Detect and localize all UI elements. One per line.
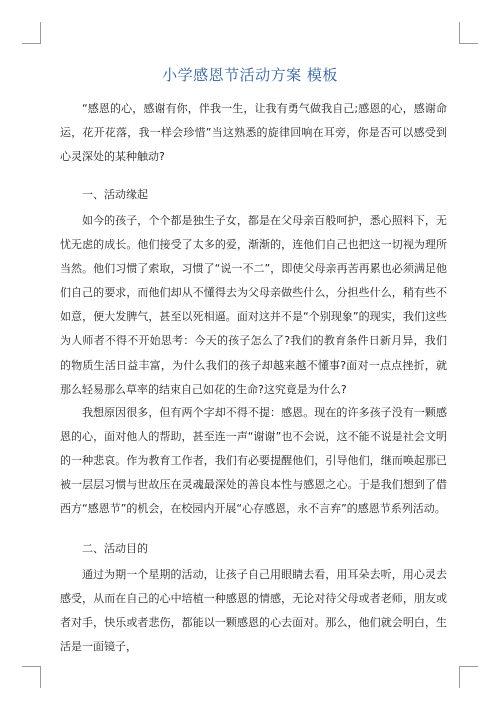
purpose-paragraph-1: 通过为期一个星期的活动，让孩子自己用眼睛去看，用耳朵去听，用心灵去感受，从而在自己的心中培植一种感恩的情感，无论对待父母或者老师，朋友或者对手，快乐或者悲伤，都能以一颗感恩的心去面对。那么，他们就会明白，生活是一面镜子， [60,568,447,654]
crop-mark-bottom-right-horizontal [459,666,478,667]
crop-mark-bottom-right-vertical [459,666,460,688]
section-heading-purpose: 二、活动目的 [82,542,148,555]
section-heading-origin: 一、活动缘起 [82,188,148,201]
crop-mark-top-left-horizontal [22,43,41,44]
origin-paragraph-1: 如今的孩子，个个都是独生子女，都是在父母亲百般呵护，悉心照料下，无忧无虑的成长。他们接受了太多的爱，渐渐的，连他们自己也把这一切视为理所当然。他们习惯了索取，习惯了“说一不二”，即使父母亲再苦再累也必须满足他们自己的要求，而他们却从不懂得去为父母亲做些什么，分担些什么，稍有些不如意，便大发脾气，甚至以死相逼。面对这并不是“个别现象”的现实，我们这些为人师者不得不开始思考：今天的孩子怎么了?我们的教育条件日新月异，我们的物质生活日益丰富，为什么我们的孩子却越来越不懂事?面对一点点挫折，就那么轻易那么草率的结束自己如花的生命?这究竟是为什么? [60,214,447,396]
intro-paragraph: “感恩的心，感谢有你，伴我一生，让我有勇气做我自己;感恩的心，感谢命运，花开花落，我一样会珍惜”当这熟悉的旋律回响在耳旁，你是否可以感受到心灵深处的某种触动? [60,102,447,164]
origin-paragraph-2: 我想原因很多，但有两个字却不得不提：感恩。现在的许多孩子没有一颗感恩的心，面对他人的帮助，甚至连一声“谢谢”也不会说，这不能不说是社会文明的一种悲哀。作为教育工作者，我们有必要提醒他们，引导他们，继而唤起那已被一层层习惯与世故压在灵魂最深处的善良本性与感恩之心。于是我们想到了借西方“感恩节”的机会，在校园内开展“心存感恩，永不言弃”的感恩节系列活动。 [60,406,447,516]
crop-mark-bottom-left-horizontal [22,666,41,667]
crop-mark-top-left-vertical [40,22,41,44]
crop-mark-bottom-left-vertical [40,666,41,688]
document-title: 小学感恩节活动方案 模板 [162,66,338,84]
crop-mark-top-right-vertical [459,22,460,44]
crop-mark-top-right-horizontal [459,43,478,44]
